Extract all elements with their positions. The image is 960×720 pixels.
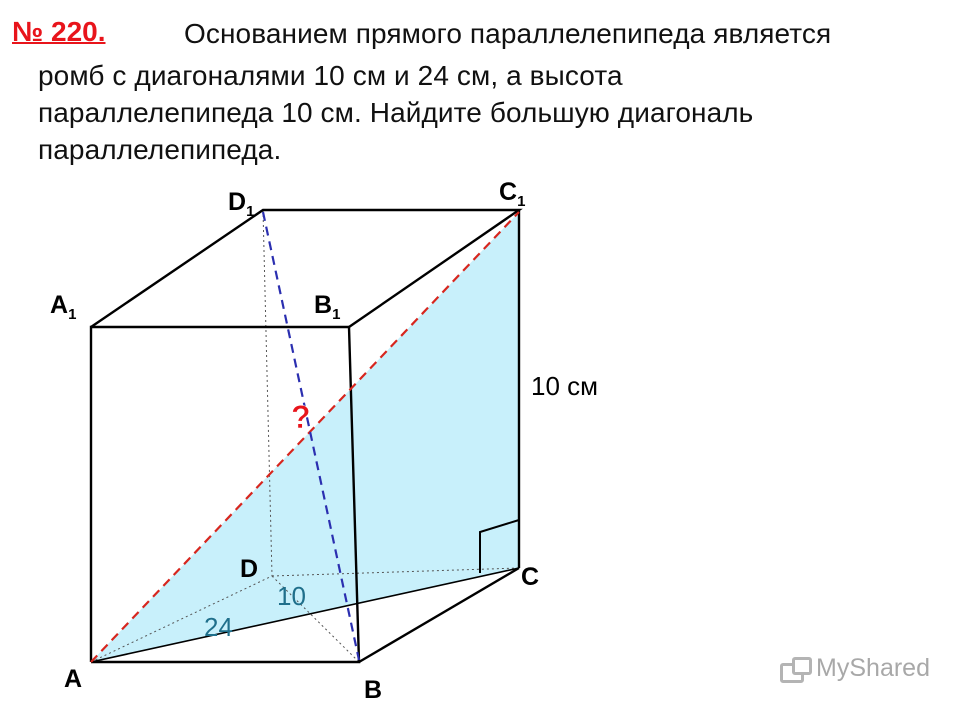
vertex-label-A1-sub: 1 [68,306,77,323]
vertex-label-D1: $D_1$ [228,188,255,220]
vertex-label-C1-sub: 1 [517,193,526,210]
vertex-label-D1-sub: 1 [246,203,255,220]
problem-number: № 220. [12,16,106,47]
base-diagonal-long-label: 24 [204,612,233,642]
problem-text-line-4: параллелепипеда. [38,134,282,165]
problem-text-line-1: Основанием прямого параллелепипеда является [184,18,832,49]
problem-text-line-2: ромб с диагоналями 10 см и 24 см, а высота [38,60,623,91]
base-diagonal-short-label: 10 [277,581,306,611]
vertex-label-D: D [240,555,259,583]
myshared-logo-icon [780,655,810,683]
vertex-label-A: A [64,665,83,693]
height-label: 10 см [531,371,599,401]
vertex-label-B: B [364,676,383,704]
watermark-brand: MyShared [816,654,930,682]
vertex-label-B1: $B_1$ [314,291,341,323]
unknown-diagonal-mark: ? [291,399,311,435]
vertex-label-B1-sub: 1 [332,306,341,323]
vertex-label-C: C [521,563,540,591]
vertex-label-A1: $A_1$ [50,291,77,323]
vertex-label-C1: $C_1$ [499,178,526,210]
problem-text-line-3: параллелепипеда 10 см. Найдите большую диагональ [38,97,754,128]
watermark [780,654,930,683]
